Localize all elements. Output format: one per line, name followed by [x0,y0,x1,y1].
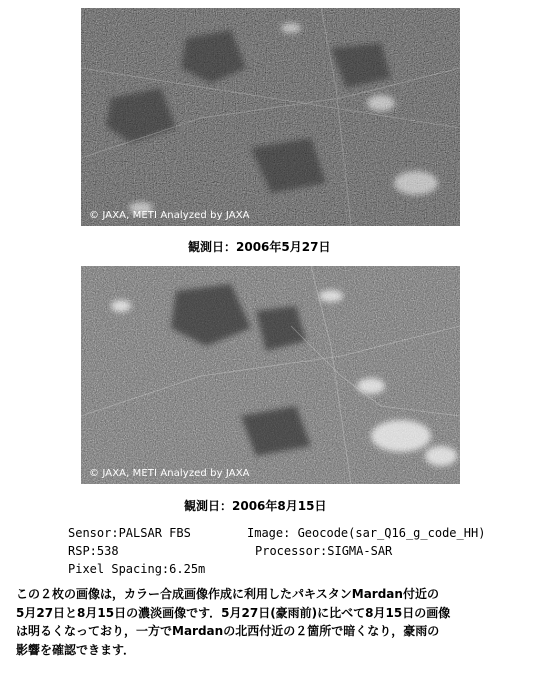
copyright-overlay: © JAXA, METI Analyzed by JAXA [89,210,250,221]
description-line: 5月27日と8月15日の濃淡画像です．5月27日(豪雨前)に比べて8月15日の画像 [16,605,451,620]
description-line: 影響を確認できます． [16,642,136,657]
sar-image-august [81,266,460,484]
observation-date-caption: 観測日：2006年8月15日 [184,499,327,513]
description-paragraph [16,585,544,659]
sensor-label: Sensor:PALSAR FBS [68,526,191,540]
sar-texture-august [81,266,460,484]
processor-label: Processor:SIGMA-SAR [255,544,393,558]
pixel-spacing-label: Pixel Spacing:6.25m [68,562,206,576]
description-line: この２枚の画像は，カラー合成画像作成に利用したパキスタンMardan付近の [16,587,439,601]
description-line: は明るくなっており，一方でMardanの北西付近の２箇所で暗くなり，豪雨の [16,624,440,638]
copyright-overlay: © JAXA, METI Analyzed by JAXA [89,468,250,479]
observation-date-caption: 観測日：2006年5月27日 [188,240,331,254]
rsp-label: RSP:538 [68,544,119,558]
sar-image-may [81,8,460,226]
sar-texture-may [81,8,460,226]
image-product-label: Image: Geocode(sar_Q16_g_code_HH) [247,526,486,540]
